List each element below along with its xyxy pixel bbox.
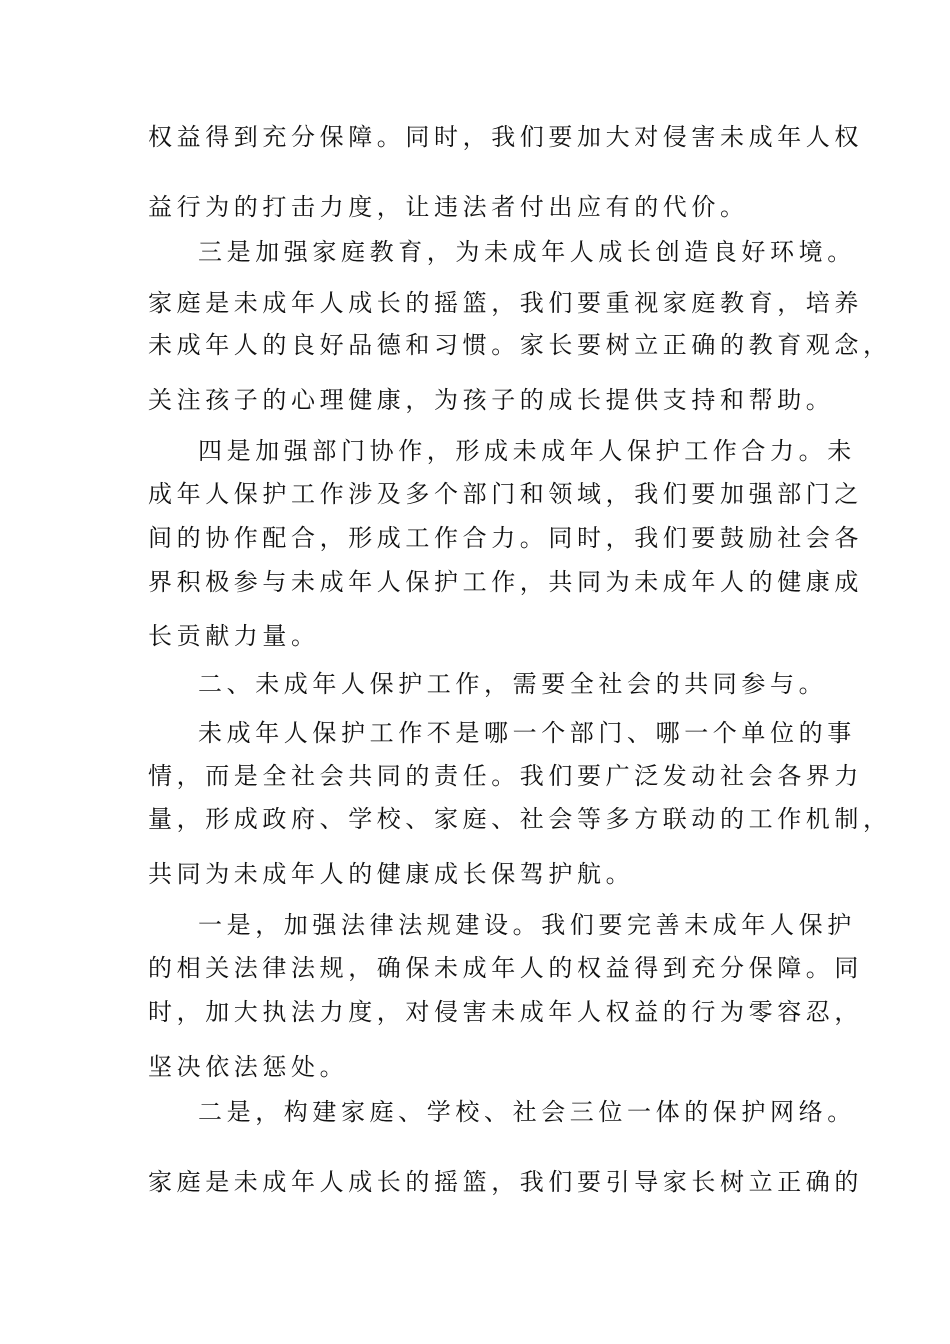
text-line: 关注孩子的心理健康，为孩子的成长提供支持和帮助。	[148, 386, 835, 414]
text-line: 坚决依法惩处。	[148, 1053, 349, 1081]
text-line: 四是加强部门协作，形成未成年人保护工作合力。未	[198, 437, 856, 465]
text-line: 家庭是未成年人成长的摇篮，我们要重视家庭教育，培养	[148, 289, 863, 317]
text-line: 的相关法律法规，确保未成年人的权益得到充分保障。同	[148, 954, 863, 982]
text-line: 时，加大执法力度，对侵害未成年人权益的行为零容忍，	[148, 998, 863, 1026]
text-line: 未成年人保护工作不是哪一个部门、哪一个单位的事	[198, 719, 856, 747]
text-line: 家庭是未成年人成长的摇篮，我们要引导家长树立正确的	[148, 1168, 863, 1196]
text-line: 长贡献力量。	[148, 622, 320, 650]
text-line: 权益得到充分保障。同时，我们要加大对侵害未成年人权	[148, 123, 863, 151]
text-line: 界积极参与未成年人保护工作，共同为未成年人的健康成	[148, 568, 863, 596]
text-line: 二是，构建家庭、学校、社会三位一体的保护网络。	[198, 1098, 856, 1126]
text-line: 情，而是全社会共同的责任。我们要广泛发动社会各界力	[148, 762, 863, 790]
text-line: 间的协作配合，形成工作合力。同时，我们要鼓励社会各	[148, 524, 863, 552]
text-line: 成年人保护工作涉及多个部门和领域，我们要加强部门之	[148, 480, 863, 508]
text-line: 一是，加强法律法规建设。我们要完善未成年人保护	[198, 911, 856, 939]
text-line: 二、未成年人保护工作，需要全社会的共同参与。	[198, 670, 828, 698]
text-line: 量，形成政府、学校、家庭、社会等多方联动的工作机制，	[148, 805, 892, 833]
text-line: 益行为的打击力度，让违法者付出应有的代价。	[148, 193, 749, 221]
text-line: 共同为未成年人的健康成长保驾护航。	[148, 860, 635, 888]
text-line: 三是加强家庭教育，为未成年人成长创造良好环境。	[198, 238, 856, 266]
text-line: 未成年人的良好品德和习惯。家长要树立正确的教育观念，	[148, 331, 892, 359]
